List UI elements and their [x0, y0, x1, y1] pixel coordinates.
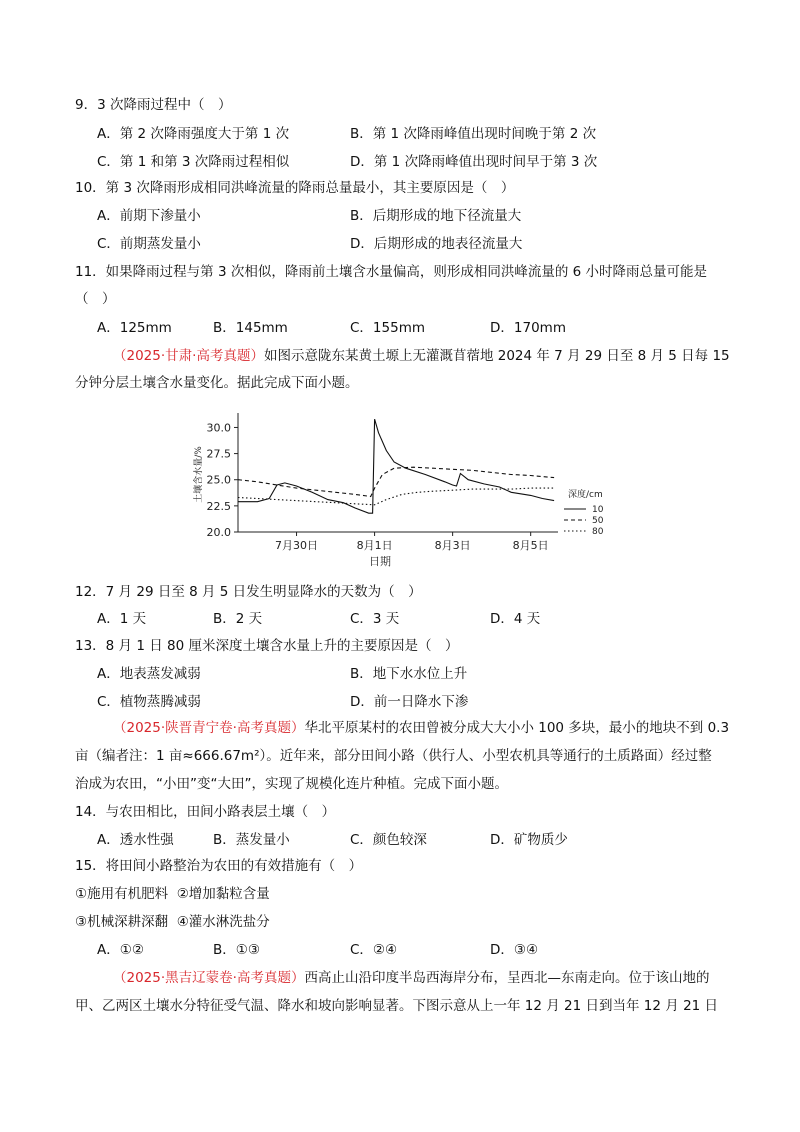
y-tick-label: 25.0: [206, 473, 231, 487]
q10-option-d: D．后期形成的地表径流量大: [350, 236, 523, 252]
passage2-source: （2025·陕晋青宁卷·高考真题）: [113, 720, 305, 736]
q12-option-c: C．3 天: [350, 611, 400, 627]
y-tick-label: 22.5: [206, 499, 231, 513]
q15-option-a: A．①②: [97, 942, 144, 958]
q11-option-c: C．155mm: [350, 320, 425, 336]
q13-option-c: C．植物蒸腾减弱: [97, 694, 201, 710]
q13-option-a: A．地表蒸发减弱: [97, 666, 201, 682]
q14-option-b: B．蒸发量小: [213, 832, 290, 848]
q14-option-a: A．透水性强: [97, 832, 174, 848]
q12-option-a: A．1 天: [97, 611, 147, 627]
q15-measure-3: ③机械深耕深翻: [75, 914, 169, 930]
q15-measure-1: ①施用有机肥料: [75, 886, 169, 902]
x-tick-label: 7月30日: [275, 539, 319, 552]
passage2-line2: 亩（编者注：1 亩≈666.67m²）。近年来，部分田间小路（供行人、小型农机具等通行的土质路面）经过整: [75, 748, 712, 764]
series-line-10: [238, 419, 554, 513]
legend-label-80: 80: [592, 527, 604, 537]
q10-stem: 10．第 3 次降雨形成相同洪峰流量的降雨总量最小，其主要原因是（ ）: [75, 180, 515, 196]
q15-measures-row2: [75, 912, 270, 932]
q12-option-b: B．2 天: [213, 611, 263, 627]
passage3-text1: 西高止山沿印度半岛西海岸分布，呈西北—东南走向。位于该山地的: [304, 970, 710, 986]
q13-stem: 13．8 月 1 日 80 厘米深度土壤含水量上升的主要原因是（ ）: [75, 638, 459, 654]
y-tick-label: 27.5: [206, 447, 231, 461]
q11-option-a: A．125mm: [97, 320, 172, 336]
passage2-line3: 治成为农田，“小田”变“大田”，实现了规模化连片种植。完成下面小题。: [75, 776, 508, 792]
q9-option-c: C．第 1 和第 3 次降雨过程相似: [97, 154, 290, 170]
q11-stem-cont: （ ）: [75, 291, 116, 307]
passage3-line2: 甲、乙两区土壤水分特征受气温、降水和坡向影响显著。下图示意从上一年 12 月 21 日到当年 12 月 21 日: [75, 998, 719, 1014]
q15-option-b: B．①③: [213, 942, 260, 958]
q14-option-d: D．矿物质少: [490, 832, 568, 848]
x-tick-label: 8月3日: [434, 539, 471, 552]
q12-stem: 12．7 月 29 日至 8 月 5 日发生明显降水的天数为（ ）: [75, 584, 422, 600]
passage3-line1: [113, 968, 709, 988]
passage2-text1: 华北平原某村的农田曾被分成大大小小 100 多块，最小的地块不到 0.3: [304, 720, 730, 736]
series-line-50: [238, 467, 554, 496]
q15-measures-row1: [75, 884, 270, 904]
x-axis-label: 日期: [369, 555, 391, 568]
q13-option-b: B．地下水水位上升: [350, 666, 468, 682]
y-tick-label: 30.0: [206, 421, 231, 435]
q13-option-d: D．前一日降水下渗: [350, 694, 469, 710]
q15-option-d: D．③④: [490, 942, 539, 958]
passage1-source: （2025·甘肃·高考真题）: [113, 348, 264, 364]
passage3-source: （2025·黑吉辽蒙卷·高考真题）: [113, 970, 305, 986]
q10-option-c: C．前期蒸发量小: [97, 236, 201, 252]
q9-stem: 9．3 次降雨过程中（ ）: [75, 97, 232, 113]
legend-label-10: 10: [592, 505, 604, 515]
q10-option-a: A．前期下渗量小: [97, 208, 201, 224]
x-tick-label: 8月1日: [356, 539, 393, 552]
q15-measure-4: ④灌水淋洗盐分: [176, 914, 270, 930]
x-tick-label: 8月5日: [512, 539, 549, 552]
q11-stem: 11．如果降雨过程与第 3 次相似，降雨前土壤含水量偏高，则形成相同洪峰流量的 6 小时降雨总量可能是: [75, 264, 708, 280]
y-tick-label: 20.0: [206, 526, 231, 539]
passage2-line1: [113, 718, 729, 738]
q14-stem: 14．与农田相比，田间小路表层土壤（ ）: [75, 804, 336, 820]
passage1-text1: 如图示意陇东某黄土塬上无灌溉苜蓿地 2024 年 7 月 29 日至 8 月 5 日每 15: [263, 348, 730, 364]
q9-option-a: A．第 2 次降雨强度大于第 1 次: [97, 126, 290, 142]
legend-label-50: 50: [592, 516, 604, 526]
q14-option-c: C．颜色较深: [350, 832, 427, 848]
q15-option-c: C．②④: [350, 942, 398, 958]
q9-option-b: B．第 1 次降雨峰值出现时间晚于第 2 次: [350, 126, 597, 142]
q15-stem: 15．将田间小路整治为农田的有效措施有（ ）: [75, 858, 363, 874]
q15-measure-2: ②增加黏粒含量: [176, 886, 270, 902]
legend-title: 深度/cm: [568, 490, 603, 500]
q11-option-d: D．170mm: [490, 320, 566, 336]
soil-moisture-chart: [190, 405, 610, 575]
q10-option-b: B．后期形成的地下径流量大: [350, 208, 522, 224]
q11-option-b: B．145mm: [213, 320, 288, 336]
passage1-line2: 分钟分层土壤含水量变化。据此完成下面小题。: [75, 375, 359, 391]
passage1-line1: [113, 346, 730, 366]
y-axis-label: 土壤含水量/%: [194, 446, 204, 503]
q9-option-d: D．第 1 次降雨峰值出现时间早于第 3 次: [350, 154, 598, 170]
q12-option-d: D．4 天: [490, 611, 541, 627]
